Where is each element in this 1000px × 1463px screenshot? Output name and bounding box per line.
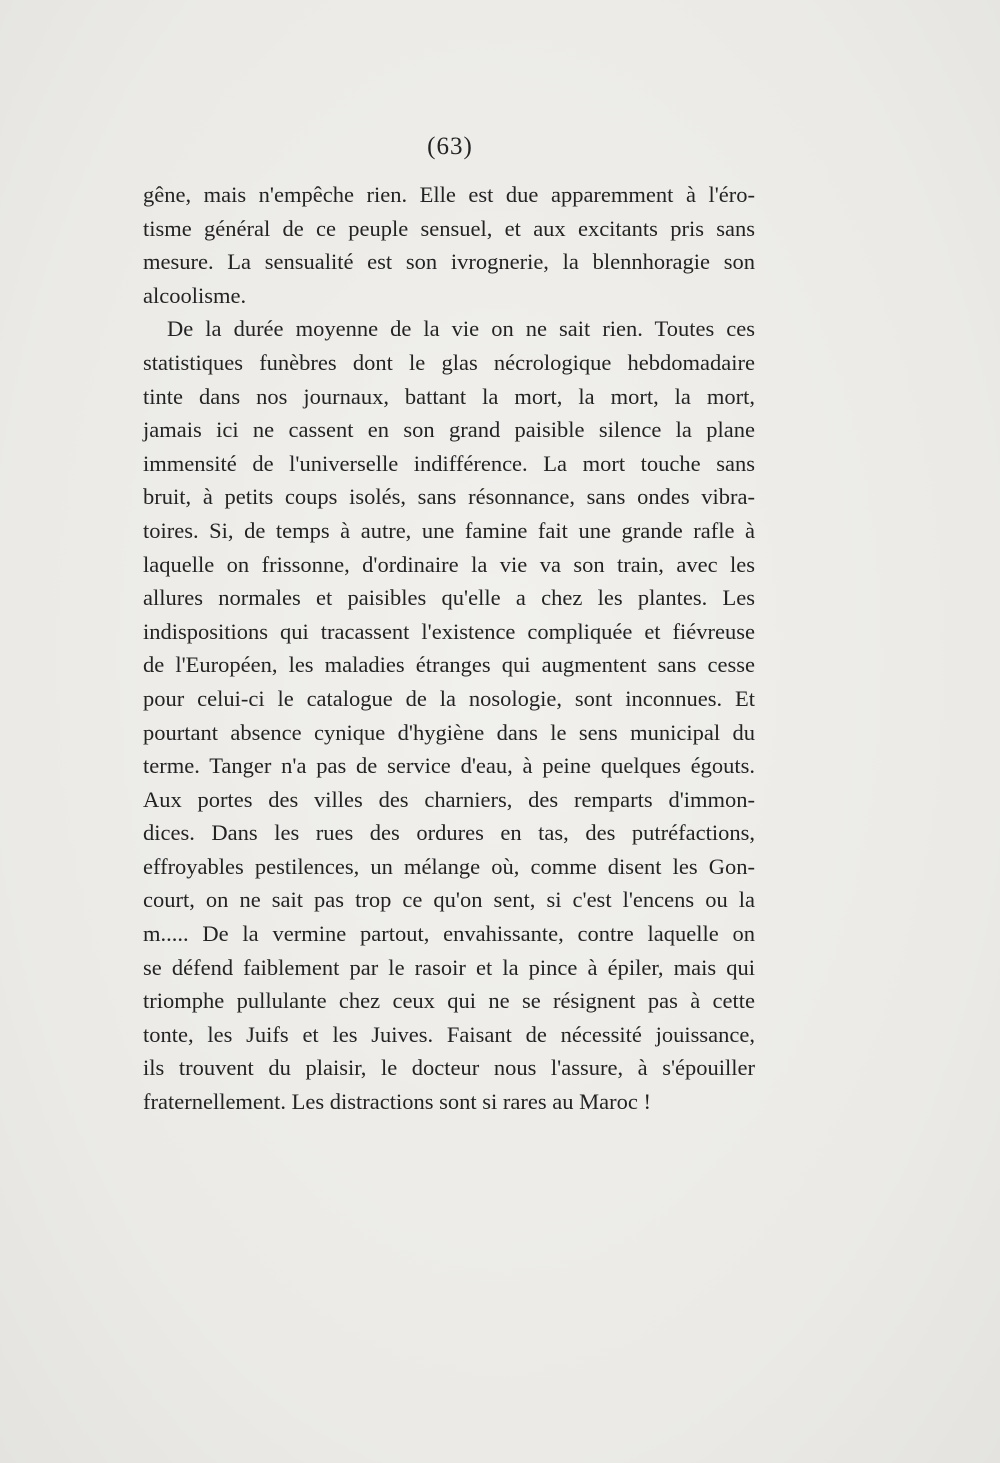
text-line: fraternellement. Les distractions sont si rares au Maroc ! xyxy=(143,1089,651,1115)
text-line: tisme général de ce peuple sensuel, et aux excitants pris sans xyxy=(143,215,755,241)
text-line: effroyables pestilences, un mélange où, comme disent les Gon- xyxy=(143,853,755,879)
text-line: jamais ici ne cassent en son grand paisible silence la plane xyxy=(143,417,755,443)
text-line: mesure. La sensualité est son ivrognerie, la blennhoragie son xyxy=(143,249,755,275)
text-line: immensité de l'universelle indifférence. La mort touche sans xyxy=(143,450,755,476)
text-line: De la durée moyenne de la vie on ne sait rien. Toutes ces xyxy=(167,316,755,342)
text-line: gêne, mais n'empêche rien. Elle est due apparemment à l'éro- xyxy=(143,182,755,207)
text-line: terme. Tanger n'a pas de service d'eau, à peine quelques égouts. xyxy=(143,753,755,779)
text-line: alcoolisme. xyxy=(143,282,247,308)
text-line: Aux portes des villes des charniers, des remparts d'immon- xyxy=(143,786,755,812)
text-line: pour celui-ci le catalogue de la nosologie, sont inconnues. Et xyxy=(143,685,755,711)
text-line: ils trouvent du plaisir, le docteur nous l'assure, à s'épouiller xyxy=(143,1055,755,1081)
body-text xyxy=(143,178,755,1119)
text-line: statistiques funèbres dont le glas nécrologique hebdomadaire xyxy=(143,349,755,375)
text-line: triomphe pullulante chez ceux qui ne se résignent pas à cette xyxy=(143,988,755,1014)
text-line: m..... De la vermine partout, envahissante, contre laquelle on xyxy=(143,921,755,947)
text-line: tinte dans nos journaux, battant la mort, la mort, la mort, xyxy=(143,383,755,409)
text-line: laquelle on frissonne, d'ordinaire la vie va son train, avec les xyxy=(143,551,755,577)
text-line: pourtant absence cynique d'hygiène dans le sens municipal du xyxy=(143,719,755,745)
paragraph-2 xyxy=(143,312,755,1118)
text-line: allures normales et paisibles qu'elle a chez les plantes. Les xyxy=(143,585,755,611)
text-line: toires. Si, de temps à autre, une famine fait une grande rafle à xyxy=(143,517,755,543)
text-line: tonte, les Juifs et les Juives. Faisant de nécessité jouissance, xyxy=(143,1021,755,1047)
paragraph-1 xyxy=(143,178,755,312)
text-line: dices. Dans les rues des ordures en tas, des putréfactions, xyxy=(143,820,755,846)
page-number: (63) xyxy=(427,133,473,160)
text-line: bruit, à petits coups isolés, sans résonnance, sans ondes vibra- xyxy=(143,484,755,510)
text-line: indispositions qui tracassent l'existence compliquée et fiévreuse xyxy=(143,618,755,644)
text-line: de l'Européen, les maladies étranges qui augmentent sans cesse xyxy=(143,652,755,678)
text-line: se défend faiblement par le rasoir et la pince à épiler, mais qui xyxy=(143,954,755,980)
text-line: court, on ne sait pas trop ce qu'on sent, si c'est l'encens ou la xyxy=(143,887,755,913)
